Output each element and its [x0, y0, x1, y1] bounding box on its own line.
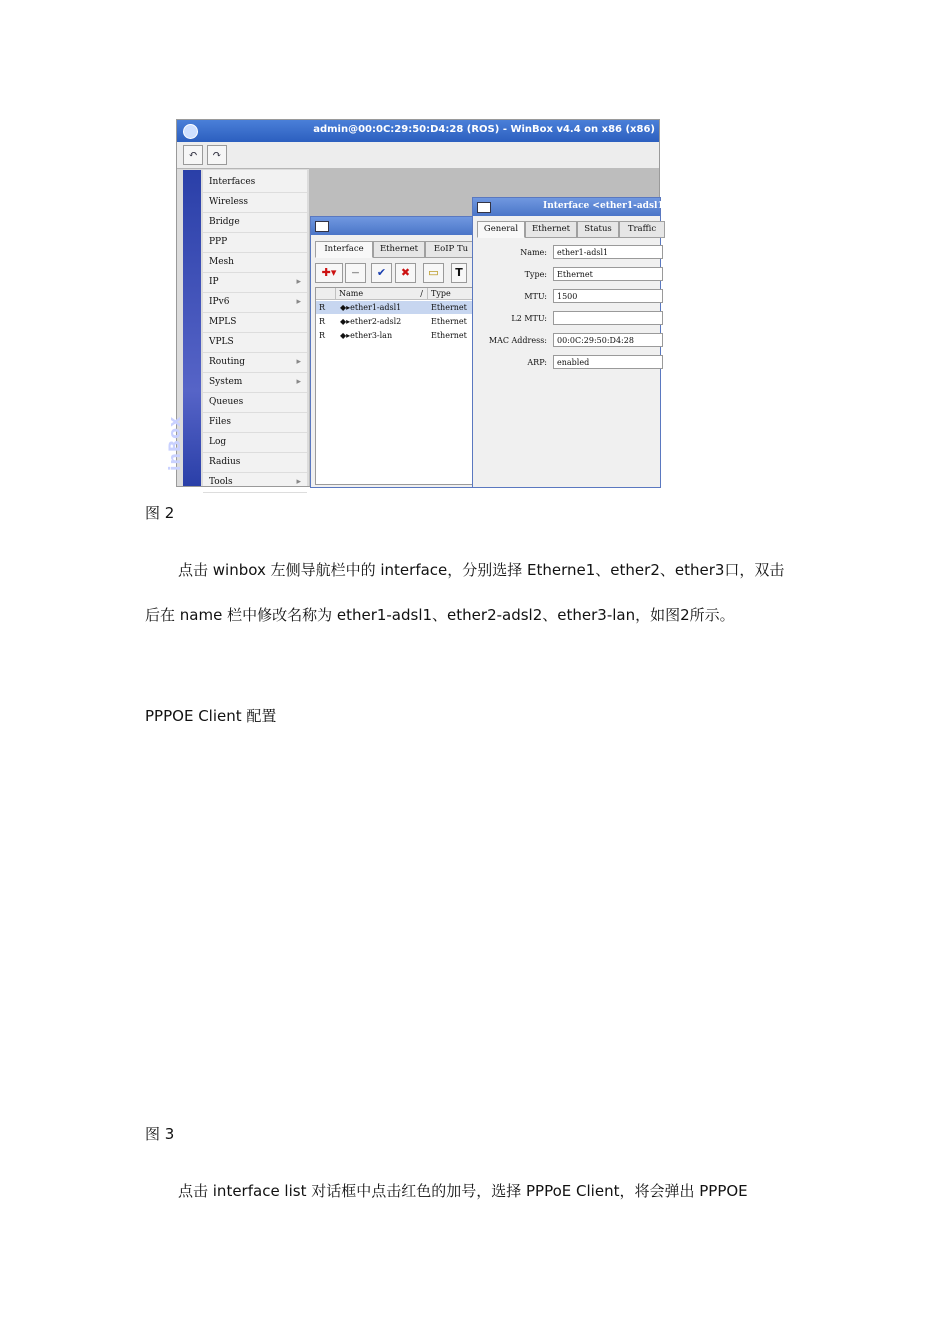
sidebar-item-label: Tools [209, 477, 233, 487]
field-label: ARP: [527, 358, 547, 367]
sidebar-item-mesh[interactable] [203, 252, 307, 273]
sidebar-item-label: System [209, 377, 243, 387]
paragraph-1-line-1: 点击 winbox 左侧导航栏中的 interface，分别选择 Etherne1、ether2、ether3口，双击 [178, 561, 785, 579]
sidebar-item-label: Queues [209, 397, 244, 407]
interface-name: ◆▸ether2-adsl2 [340, 317, 402, 326]
sidebar-item-queues[interactable] [203, 392, 307, 413]
main-toolbar [177, 142, 659, 169]
field-input[interactable]: Ethernet [553, 267, 663, 281]
paragraph-1-line-2: 后在 name 栏中修改名称为 ether1-adsl1、ether2-adsl2、ether3-lan，如图2所示。 [145, 606, 735, 624]
field-input[interactable]: enabled [553, 355, 663, 369]
window-title: admin@00:0C:29:50:D4:28 (ROS) - WinBox v4.4 on x86 (x86) [313, 124, 655, 135]
field-label: Type: [524, 270, 547, 279]
sidebar-item-label: PPP [209, 237, 228, 247]
field-label: Name: [520, 248, 547, 257]
interface-type: Ethernet [431, 331, 467, 340]
properties-titlebar[interactable] [473, 198, 672, 216]
sidebar-item-tools[interactable] [203, 472, 307, 493]
undo-button[interactable] [183, 145, 203, 165]
sidebar-item-radius[interactable] [203, 452, 307, 473]
interface-properties-window [472, 197, 672, 488]
filter-button[interactable]: T [451, 263, 467, 283]
field-row [473, 311, 660, 327]
tab-ethernet-props[interactable]: Ethernet [525, 221, 577, 238]
interface-flag: R [319, 331, 326, 340]
tab-traffic[interactable]: Traffic [619, 221, 665, 238]
figure-2-caption: 图 2 [145, 504, 175, 522]
tab-status[interactable]: Status [577, 221, 619, 238]
sidebar-item-log[interactable] [203, 432, 307, 453]
table-row[interactable] [316, 315, 477, 328]
field-label: MTU: [524, 292, 547, 301]
sidebar-item-label: Bridge [209, 217, 240, 227]
interface-type: Ethernet [431, 317, 467, 326]
column-type[interactable]: Type [428, 288, 478, 300]
table-row[interactable] [316, 301, 477, 314]
winbox-app-icon [183, 124, 198, 139]
sidebar-item-interfaces[interactable] [203, 172, 307, 193]
sidebar-item-routing[interactable] [203, 352, 307, 373]
sidebar-item-label: MPLS [209, 317, 237, 327]
sidebar-item-label: Routing [209, 357, 246, 367]
sidebar-menu [203, 170, 307, 486]
sidebar-item-label: IP [209, 277, 219, 287]
sidebar-item-vpls[interactable] [203, 332, 307, 353]
redo-arrow-icon: ↷ [212, 148, 222, 161]
tab-interface[interactable]: Interface [315, 241, 373, 258]
disable-button[interactable]: ✖ [395, 263, 416, 283]
title-bar [177, 120, 659, 142]
table-row[interactable] [316, 329, 477, 342]
winbox-screenshot [165, 119, 672, 487]
paragraph-2-line-1: 点击 interface list 对话框中点击红色的加号，选择 PPPoE Client，将会弹出 PPPOE [178, 1182, 748, 1200]
sidebar-item-ipv6[interactable] [203, 292, 307, 313]
submenu-arrow-icon: ▸ [296, 297, 301, 307]
tab-general[interactable]: General [477, 221, 525, 238]
sidebar-item-system[interactable] [203, 372, 307, 393]
sidebar-item-ppp[interactable] [203, 232, 307, 253]
interface-name: ◆▸ether3-lan [340, 331, 393, 340]
field-row [473, 245, 660, 261]
submenu-arrow-icon: ▸ [296, 357, 301, 367]
undo-arrow-icon: ↶ [188, 148, 198, 161]
sidebar-item-label: Files [209, 417, 231, 427]
column-name[interactable]: Name / [336, 288, 428, 300]
window-icon [315, 221, 329, 232]
sidebar-item-mpls[interactable] [203, 312, 307, 333]
column-flag [316, 288, 336, 300]
field-row [473, 333, 660, 349]
sidebar-item-label: Wireless [209, 197, 249, 207]
field-row [473, 355, 660, 371]
field-label: MAC Address: [488, 336, 547, 345]
enable-button[interactable]: ✔ [371, 263, 392, 283]
sidebar-item-label: Interfaces [209, 177, 256, 187]
remove-button[interactable]: − [345, 263, 366, 283]
submenu-arrow-icon: ▸ [296, 477, 301, 487]
section-heading: PPPOE Client 配置 [145, 707, 277, 725]
interface-list-window [310, 216, 477, 488]
sidebar-item-bridge[interactable] [203, 212, 307, 233]
sidebar-item-label: Mesh [209, 257, 234, 267]
figure-3-caption: 图 3 [145, 1125, 175, 1143]
comment-button[interactable]: ▭ [423, 263, 444, 283]
window-icon [477, 202, 491, 213]
properties-title: Interface <ether1-adsl1> [543, 201, 672, 211]
field-input[interactable]: ether1-adsl1 [553, 245, 663, 259]
sidebar-item-files[interactable] [203, 412, 307, 433]
interface-type: Ethernet [431, 303, 467, 312]
submenu-arrow-icon: ▸ [296, 377, 301, 387]
field-input[interactable]: 1500 [553, 289, 663, 303]
interface-flag: R [319, 303, 326, 312]
sidebar-item-label: VPLS [209, 337, 234, 347]
sidebar-item-ip[interactable] [203, 272, 307, 293]
tab-ethernet[interactable]: Ethernet [373, 241, 425, 258]
sidebar-item-label: IPv6 [209, 297, 230, 307]
sidebar-item-label: Radius [209, 457, 241, 467]
field-row [473, 267, 660, 283]
sidebar-item-wireless[interactable] [203, 192, 307, 213]
interface-table [315, 287, 478, 485]
sidebar-item-label: Log [209, 437, 227, 447]
submenu-arrow-icon: ▸ [296, 277, 301, 287]
field-row [473, 289, 660, 305]
add-button[interactable]: ✚▾ [315, 263, 343, 283]
tab-eoip-tunnel[interactable]: EoIP Tu [425, 241, 477, 258]
field-input[interactable] [553, 311, 663, 325]
field-input[interactable]: 00:0C:29:50:D4:28 [553, 333, 663, 347]
field-label: L2 MTU: [511, 314, 547, 323]
interface-list-titlebar[interactable] [311, 217, 476, 235]
redo-button[interactable] [207, 145, 227, 165]
sidebar-brand-strip [165, 170, 201, 486]
interface-name: ◆▸ether1-adsl1 [340, 303, 402, 312]
sidebar-brand: inBox [165, 415, 184, 471]
interface-flag: R [319, 317, 326, 326]
